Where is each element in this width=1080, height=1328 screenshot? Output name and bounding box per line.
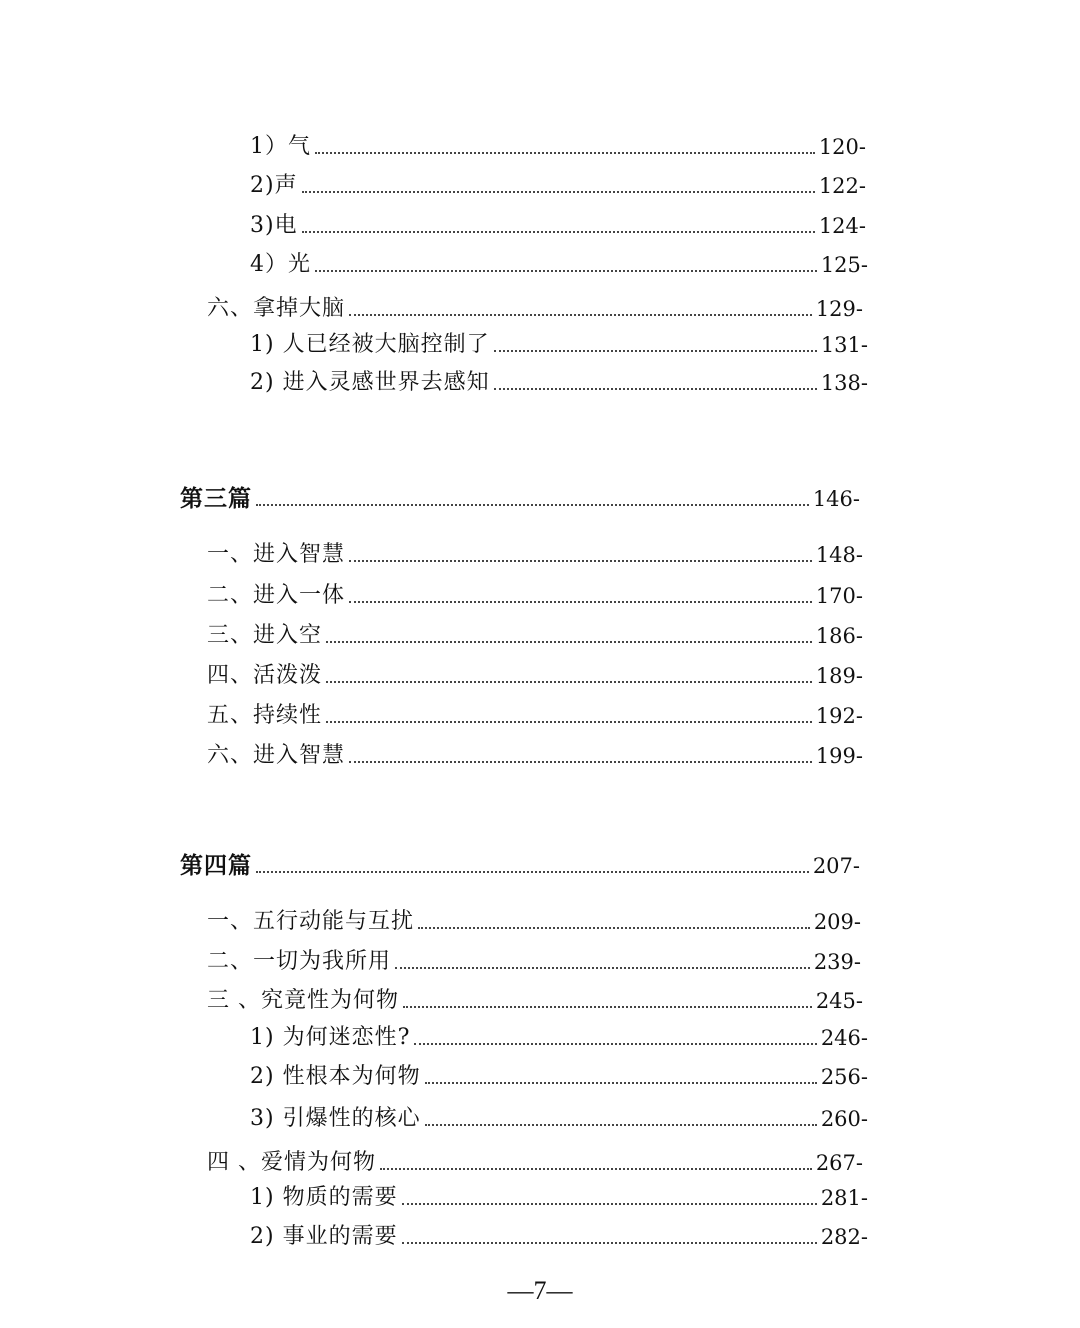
- toc-entry[interactable]: [250, 250, 868, 280]
- toc-entry-page: 239-: [813, 950, 861, 974]
- leader-dots: [494, 388, 817, 390]
- toc-entry[interactable]: [250, 330, 868, 360]
- leader-dots: [315, 152, 815, 154]
- toc-entry[interactable]: [207, 661, 863, 691]
- toc-entry-label: 六、拿掉大脑: [207, 296, 346, 321]
- toc-entry[interactable]: [207, 1148, 863, 1178]
- toc-entry-label: 一、五行动能与互扰: [207, 909, 415, 934]
- leader-dots: [425, 1124, 817, 1126]
- leader-dots: [302, 191, 815, 193]
- toc-entry-page: 256-: [820, 1065, 868, 1089]
- toc-entry[interactable]: [207, 540, 863, 570]
- leader-dots: [349, 601, 812, 603]
- leader-dots: [256, 871, 809, 873]
- leader-dots: [326, 641, 812, 643]
- toc-entry-label: 二、一切为我所用: [207, 949, 392, 974]
- leader-dots: [403, 1006, 812, 1008]
- page-number: —7—: [507, 1276, 573, 1305]
- toc-entry-page: 124-: [818, 214, 866, 238]
- leader-dots: [402, 1203, 817, 1205]
- toc-entry-label: 一、进入智慧: [207, 542, 346, 567]
- leader-dots: [425, 1082, 817, 1084]
- leader-dots: [494, 350, 817, 352]
- toc-entry-page: 199-: [815, 744, 863, 768]
- toc-entry-page: 260-: [820, 1107, 868, 1131]
- part-title: 第四篇: [180, 852, 252, 879]
- toc-entry-label: 1) 为何迷恋性?: [250, 1025, 411, 1050]
- toc-entry-page: 129-: [815, 297, 863, 321]
- toc-entry[interactable]: [207, 741, 863, 771]
- toc-entry-label: 3)电: [250, 213, 298, 238]
- leader-dots: [418, 927, 810, 929]
- part4-heading[interactable]: [180, 851, 860, 881]
- toc-entry[interactable]: [250, 1023, 868, 1053]
- toc-entry-label: 四、活泼泼: [207, 663, 323, 688]
- leader-dots: [326, 681, 812, 683]
- toc-entry-page: 192-: [815, 704, 863, 728]
- toc-entry-label: 二、进入一体: [207, 583, 346, 608]
- toc-entry[interactable]: [207, 294, 863, 324]
- toc-entry-page: 125-: [820, 253, 868, 277]
- leader-dots: [315, 270, 817, 272]
- leader-dots: [380, 1168, 812, 1170]
- toc-entry-label: 2) 事业的需要: [250, 1224, 398, 1249]
- leader-dots: [302, 231, 815, 233]
- toc-entry[interactable]: [250, 1104, 868, 1134]
- toc-entry-label: 2)声: [250, 173, 298, 198]
- part3-heading[interactable]: [180, 484, 860, 514]
- toc-entry-label: 2) 进入灵感世界去感知: [250, 370, 490, 395]
- toc-entry-page: 246-: [820, 1026, 868, 1050]
- part-title: 第三篇: [180, 485, 252, 512]
- leader-dots: [349, 560, 812, 562]
- toc-entry[interactable]: [207, 986, 863, 1016]
- leader-dots: [395, 967, 810, 969]
- leader-dots: [349, 761, 812, 763]
- toc-entry-page: 281-: [820, 1186, 868, 1210]
- toc-entry-label: 3) 引爆性的核心: [250, 1106, 421, 1131]
- toc-entry-page: 131-: [820, 333, 868, 357]
- toc-entry-label: 三 、究竟性为何物: [207, 988, 399, 1013]
- toc-entry-label: 六、进入智慧: [207, 743, 346, 768]
- toc-entry-label: 1）气: [250, 134, 311, 159]
- part-page: 146-: [812, 487, 860, 511]
- toc-entry-label: 1) 物质的需要: [250, 1185, 398, 1210]
- toc-entry-page: 282-: [820, 1225, 868, 1249]
- leader-dots: [349, 314, 812, 316]
- toc-entry-label: 4）光: [250, 252, 311, 277]
- leader-dots: [326, 721, 812, 723]
- toc-entry[interactable]: [207, 621, 863, 651]
- toc-entry-page: 120-: [818, 135, 866, 159]
- toc-entry-page: 186-: [815, 624, 863, 648]
- toc-entry-label: 五、持续性: [207, 703, 323, 728]
- toc-entry[interactable]: [207, 581, 863, 611]
- toc-entry-label: 1) 人已经被大脑控制了: [250, 332, 490, 357]
- toc-entry[interactable]: [250, 211, 866, 241]
- toc-entry-page: 170-: [815, 584, 863, 608]
- toc-entry-page: 245-: [815, 989, 863, 1013]
- toc-entry-page: 209-: [813, 910, 861, 934]
- leader-dots: [256, 504, 809, 506]
- toc-entry[interactable]: [250, 1222, 868, 1252]
- toc-entry[interactable]: [207, 907, 861, 937]
- part-page: 207-: [812, 854, 860, 878]
- toc-entry-label: 三、进入空: [207, 623, 323, 648]
- toc-entry[interactable]: [250, 171, 866, 201]
- toc-entry[interactable]: [250, 368, 868, 398]
- toc-entry[interactable]: [207, 701, 863, 731]
- toc-entry-label: 四 、爱情为何物: [207, 1150, 376, 1175]
- toc-entry[interactable]: [207, 947, 861, 977]
- toc-entry-label: 2) 性根本为何物: [250, 1064, 421, 1089]
- toc-entry[interactable]: [250, 132, 866, 162]
- toc-entry-page: 148-: [815, 543, 863, 567]
- toc-entry-page: 189-: [815, 664, 863, 688]
- toc-entry[interactable]: [250, 1183, 868, 1213]
- leader-dots: [402, 1242, 817, 1244]
- toc-entry-page: 267-: [815, 1151, 863, 1175]
- toc-entry-page: 138-: [820, 371, 868, 395]
- toc-entry[interactable]: [250, 1062, 868, 1092]
- toc-entry-page: 122-: [818, 174, 866, 198]
- leader-dots: [414, 1043, 816, 1045]
